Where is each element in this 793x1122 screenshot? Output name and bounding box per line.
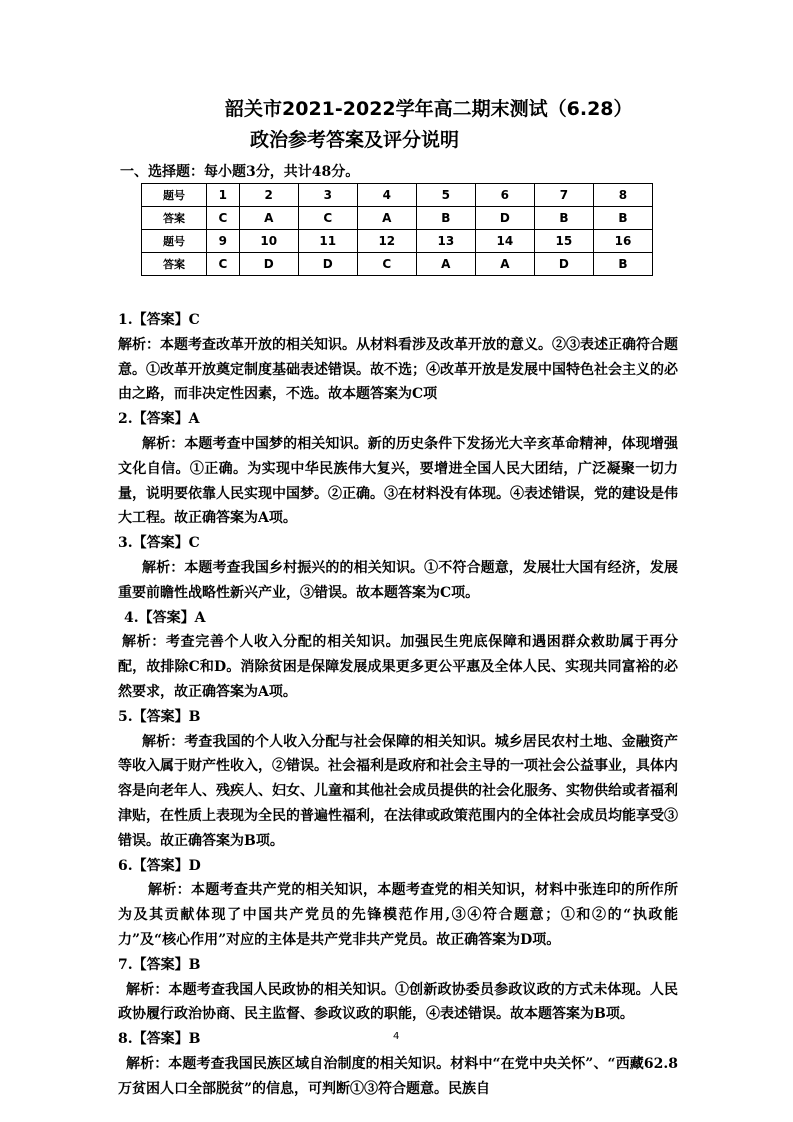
answer-heading: 4.【答案】A [124, 609, 206, 626]
explanation-text: 解析：本题考查我国乡村振兴的的相关知识。①不符合题意，发展壮大国有经济，发展重要前瞻性战略性新兴产业，③错误。故本题答案为C项。 [118, 559, 678, 601]
table-cell: B [416, 207, 475, 230]
table-cell: D [534, 253, 593, 276]
table-cell: 9 [207, 230, 240, 253]
explanation-text: 解析：本题考查我国民族区域自治制度的相关知识。材料中“在党中央关怀”、“西藏62.8万贫困人口全部脱贫”的信息，可判断①③符合题意。民族自 [118, 1055, 678, 1097]
answer-heading: 3.【答案】C [118, 535, 200, 552]
table-cell: 8 [593, 184, 652, 207]
explanation-text: 解析：考查我国的个人收入分配与社会保障的相关知识。城乡居民农村土地、金融资产等收入属于财产性收入，②错误。社会福利是政府和社会主导的一项社会公益事业，具体内容是向老年人、残疾人、妇女、儿童和其他社会成员提供的社会化服务、实物供给或者福利津贴，在性质上表现为全民的普遍性福利，在法律或政策范围内的全体社会成员均能享受③错误。故正确答案为B项。 [118, 733, 678, 849]
page-number: 4 [393, 1031, 400, 1042]
answer-heading: 7.【答案】B [118, 956, 201, 973]
table-row [142, 207, 653, 230]
table-cell: 14 [475, 230, 534, 253]
page-title: 韶关市2021-2022学年高二期末测试（6.28） [225, 98, 633, 120]
table-cell: 6 [475, 184, 534, 207]
table-header-cell: 题号 [142, 184, 207, 207]
explanation-text: 解析：本题考查改革开放的相关知识。从材料看涉及改革开放的意义。②③表述正确符合题意。①改革开放奠定制度基础表述错误。故不选；④改革开放是发展中国特色社会主义的必由之路，而非决定性因素，不选。故本题答案为C项 [118, 336, 678, 403]
table-cell: A [475, 253, 534, 276]
answer-heading: 1.【答案】C [118, 312, 200, 328]
explanation-text: 解析：本题考查我国人民政协的相关知识。①创新政协委员参政议政的方式未体现。人民政协履行政治协商、民主监督、参政议政的职能，④表述错误。故本题答案为B项。 [118, 981, 678, 1023]
table-cell: C [357, 253, 416, 276]
table-cell: D [239, 253, 298, 276]
explanations [118, 308, 678, 1102]
table-cell: 12 [357, 230, 416, 253]
table-cell: 5 [416, 184, 475, 207]
table-cell: B [593, 207, 652, 230]
table-cell: 7 [534, 184, 593, 207]
table-header-cell: 答案 [142, 207, 207, 230]
table-row [142, 184, 653, 207]
table-cell: C [298, 207, 357, 230]
answer-heading: 6.【答案】D [118, 857, 201, 874]
explanation-text: 解析：本题考查中国梦的相关知识。新的历史条件下发扬光大辛亥革命精神，体现增强文化自信。①正确。为实现中华民族伟大复兴，要增进全国人民大团结，广泛凝聚一切力量，说明要依靠人民实现中国梦。②正确。③在材料没有体现。④表述错误，党的建设是伟大工程。故正确答案为A项。 [118, 435, 678, 527]
table-cell: D [475, 207, 534, 230]
table-row [142, 253, 653, 276]
table-cell: 15 [534, 230, 593, 253]
table-cell: 13 [416, 230, 475, 253]
table-cell: 1 [207, 184, 240, 207]
table-cell: 10 [239, 230, 298, 253]
table-cell: C [207, 253, 240, 276]
table-cell: 4 [357, 184, 416, 207]
explanation-text: 解析：考查完善个人收入分配的相关知识。加强民生兜底保障和遇困群众救助属于再分配，故排除C和D。消除贫困是保障发展成果更多更公平惠及全体人民、实现共同富裕的必然要求，故正确答案为A项。 [118, 634, 678, 700]
table-cell: 11 [298, 230, 357, 253]
table-cell: A [239, 207, 298, 230]
answer-table [141, 183, 653, 276]
table-cell: B [534, 207, 593, 230]
page-subtitle: 政治参考答案及评分说明 [250, 129, 460, 151]
table-cell: 3 [298, 184, 357, 207]
table-cell: A [416, 253, 475, 276]
answer-heading: 2.【答案】A [118, 411, 200, 428]
table-cell: 16 [593, 230, 652, 253]
table-header-cell: 题号 [142, 230, 207, 253]
table-header-cell: 答案 [142, 253, 207, 276]
explanation-text: 解析：本题考查共产党的相关知识，本题考查党的相关知识，材料中张连印的所作所为及其贡献体现了中国共产党员的先锋模范作用,③④符合题意；①和②的“执政能力”及“核心作用”对应的主体是共产党非共产党员。故正确答案为D项。 [118, 882, 678, 948]
answer-heading: 5.【答案】B [118, 708, 201, 725]
table-cell: A [357, 207, 416, 230]
table-cell: C [207, 207, 240, 230]
table-cell: D [298, 253, 357, 276]
table-cell: 2 [239, 184, 298, 207]
table-row [142, 230, 653, 253]
answer-heading: 8.【答案】B [118, 1031, 201, 1048]
section-heading: 一、选择题：每小题3分，共计48分。 [120, 164, 360, 180]
table-cell: B [593, 253, 652, 276]
